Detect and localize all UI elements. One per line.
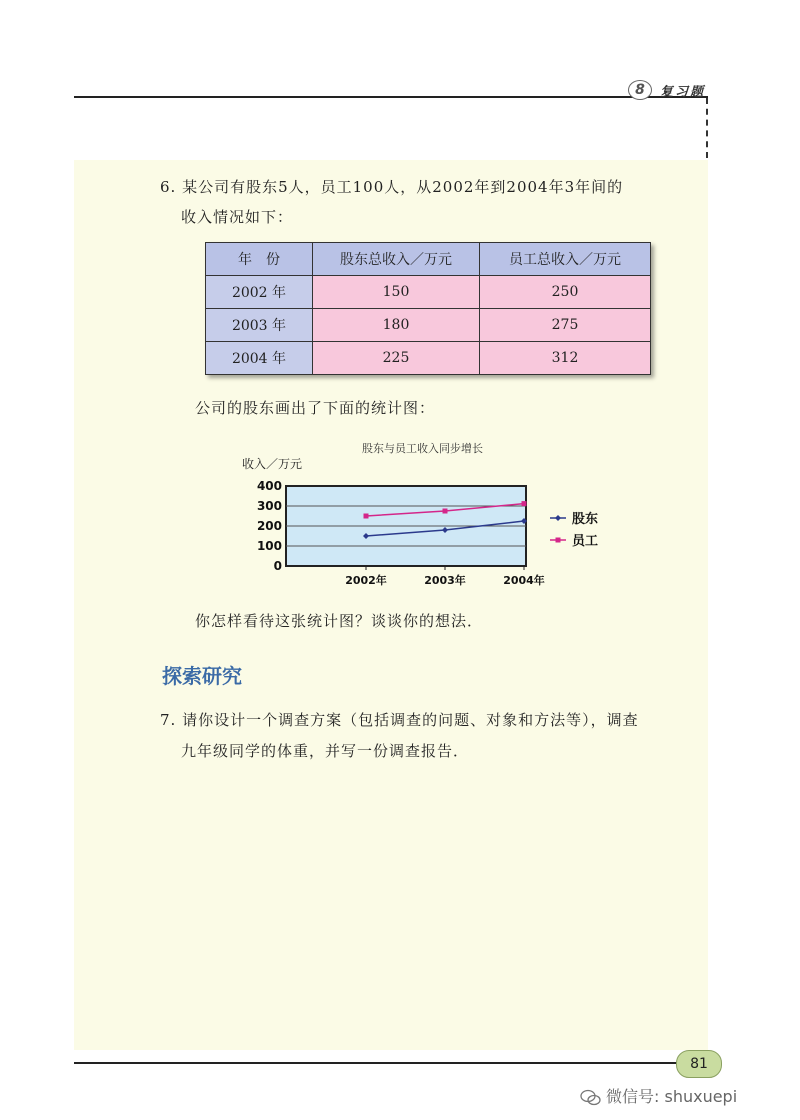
y-tick-label: 100 bbox=[256, 539, 282, 553]
watermark-text: 微信号: shuxuepi bbox=[606, 1087, 738, 1106]
y-axis-label: 收入／万元 bbox=[242, 457, 303, 471]
y-tick-label: 300 bbox=[256, 499, 282, 513]
footer-rule bbox=[74, 1062, 678, 1064]
wechat-icon bbox=[580, 1089, 602, 1107]
problem-7-line-2: 九年级同学的体重，并写一份调查报告． bbox=[181, 742, 470, 760]
page-number: 81 bbox=[676, 1050, 722, 1078]
table-cell-shareholder: 180 bbox=[313, 309, 480, 342]
table-cell-shareholder: 225 bbox=[313, 342, 480, 375]
data-point bbox=[522, 501, 527, 506]
x-tick-label: 2003年 bbox=[424, 574, 466, 587]
x-tick-label: 2002年 bbox=[345, 574, 387, 587]
table-row bbox=[206, 309, 651, 342]
chapter-number-badge: 8 bbox=[628, 80, 652, 100]
data-point bbox=[443, 509, 448, 514]
header-rule bbox=[74, 96, 708, 98]
header-dashed-edge bbox=[706, 98, 708, 158]
table-cell-shareholder: 150 bbox=[313, 276, 480, 309]
table-cell-year: 2003 年 bbox=[206, 309, 313, 342]
data-point bbox=[364, 514, 369, 519]
legend-label: 员工 bbox=[572, 534, 599, 549]
table-header-year: 年 份 bbox=[206, 243, 313, 276]
table-cell-year: 2002 年 bbox=[206, 276, 313, 309]
table-cell-employee: 250 bbox=[480, 276, 651, 309]
y-tick-label: 0 bbox=[273, 559, 282, 573]
table-cell-year: 2004 年 bbox=[206, 342, 313, 375]
legend-marker bbox=[555, 515, 561, 521]
income-table bbox=[205, 242, 651, 375]
watermark bbox=[580, 1084, 737, 1107]
table-header-row bbox=[206, 243, 651, 276]
section-title: 探索研究 bbox=[162, 664, 242, 688]
y-tick-label: 200 bbox=[256, 519, 282, 533]
problem-7-line-1: 7. 请你设计一个调查方案（包括调查的问题、对象和方法等），调查 bbox=[160, 711, 639, 729]
table-row bbox=[206, 342, 651, 375]
table-cell-employee: 275 bbox=[480, 309, 651, 342]
problem-6-line-2: 收入情况如下： bbox=[181, 208, 294, 226]
problem-6-line-1: 6. 某公司有股东5人，员工100人，从2002年到2004年3年间的 bbox=[160, 178, 624, 196]
legend-marker bbox=[556, 538, 561, 543]
chart-intro-text: 公司的股东画出了下面的统计图： bbox=[195, 399, 436, 417]
chart-title: 股东与员工收入同步增长 bbox=[362, 442, 483, 455]
chapter-title: 复习题 bbox=[660, 85, 706, 100]
x-tick-label: 2004年 bbox=[503, 574, 545, 587]
table-header-employee: 员工总收入／万元 bbox=[480, 243, 651, 276]
line-chart bbox=[230, 452, 630, 592]
table-cell-employee: 312 bbox=[480, 342, 651, 375]
question-after-chart: 你怎样看待这张统计图？谈谈你的想法． bbox=[195, 612, 484, 630]
legend-label: 股东 bbox=[572, 512, 599, 527]
table-header-shareholder: 股东总收入／万元 bbox=[313, 243, 480, 276]
y-tick-label: 400 bbox=[256, 479, 282, 493]
table-row bbox=[206, 276, 651, 309]
